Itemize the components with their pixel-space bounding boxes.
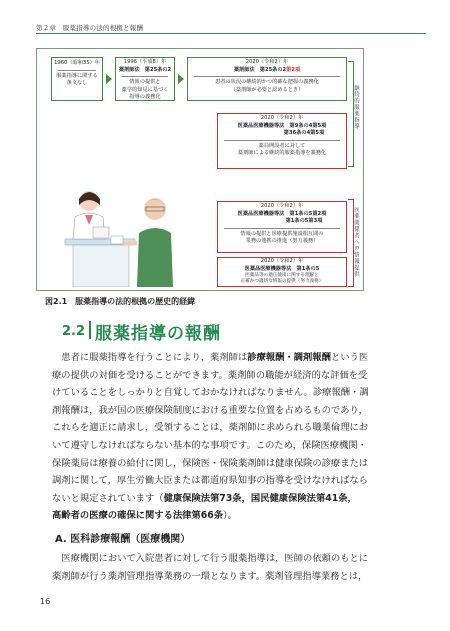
figure-caption: 図2.1 服薬指導の法的根拠の歴史的経緯 bbox=[45, 297, 196, 306]
para2-line1: 医療機関において入院患者に対して行う服薬指導は，医師の依頼のもとに bbox=[52, 553, 369, 564]
arrow-1 bbox=[106, 74, 112, 84]
box-2020-c bbox=[217, 201, 347, 253]
header-rule bbox=[36, 33, 426, 34]
para1-line3: けていることをしっかりと自覚しておかなければなりません。診療報酬・調 bbox=[52, 387, 369, 399]
para1-line6: いて遵守しなければならない基本的な事項です。このため，保険医療機関・ bbox=[52, 439, 367, 451]
para2-line2: 薬剤師が行う薬剤管理指導業務の一環となります。薬剤管理指導業務とは， bbox=[52, 570, 368, 582]
para1-line9-bold: 健康保険法第73条，国民健康保険法第41条， bbox=[163, 492, 357, 504]
box-1960-year: 1960（昭和35）年 bbox=[54, 60, 100, 66]
box-2020c-law2: 第1条の5第3項 bbox=[285, 218, 323, 225]
label-info-provision: 医薬関係者への情報提供 bbox=[353, 207, 359, 278]
box-2020a-desc: 患者の状況の継続的かつ的確な把握の義務化 （薬剤師が必要と認めるとき） bbox=[215, 79, 319, 93]
box-2020-d bbox=[217, 257, 347, 287]
box-2020-b bbox=[217, 113, 347, 169]
label-continuous-guidance: 継続的服薬指導 bbox=[353, 85, 359, 130]
para1-line10-bold: 高齢者の医療の確保に関する法律第66条 bbox=[52, 510, 223, 522]
figure-2-1 bbox=[36, 48, 364, 291]
box-2020c-year: 2020（令和2）年 bbox=[260, 203, 304, 209]
box-2020b-desc: 薬局開設者に対して 薬剤師による継続的服薬指導を義務化 bbox=[237, 142, 327, 157]
para1-line4: 剤報酬は，我が国の医療保険制度における重要な位置を占めるものであり， bbox=[52, 404, 369, 416]
section-number: 2.2 bbox=[62, 324, 86, 339]
subsection-heading: A. 医科診療報酬（医療機関） bbox=[55, 534, 191, 545]
para1-line7: 保険薬局は療養の給付に関し，保険医・保険薬剤師は健康保険の診療または bbox=[52, 457, 369, 469]
box-2020b-law1: 医薬品医療機器等法 第9条の4第5項 bbox=[237, 122, 327, 129]
box-1996-desc: 情報の提供と 薬学的知見に基づく 指導の義務化 bbox=[121, 79, 169, 101]
box-2020a-law: 薬剤師法 第25条の2 bbox=[233, 66, 287, 73]
arrow-2 bbox=[178, 74, 184, 84]
box-2020d-law: 医薬品医療機器等法 第1条の5 bbox=[244, 265, 320, 272]
box-2020b-year: 2020（令和2）年 bbox=[260, 115, 304, 121]
box-1996-year: 1996（平成8）年 bbox=[123, 59, 167, 65]
box-2020-a bbox=[187, 57, 347, 101]
page-number: 16 bbox=[40, 597, 51, 606]
para1-line1-bold: 診療報酬・調剤報酬 bbox=[247, 352, 331, 363]
box-2020c-law1: 医薬品医療機器等法 第1条の5第2項 bbox=[237, 210, 327, 217]
box-1960-desc: 服薬指導に関する 条文なし bbox=[56, 72, 98, 87]
box-1996-law: 薬剤師法 第25条の2 bbox=[118, 66, 172, 73]
section-bar bbox=[89, 321, 91, 339]
pharmacist-patient-illustration bbox=[45, 179, 190, 287]
para1-line10b: ）。 bbox=[223, 510, 237, 522]
running-header: 第２章 服薬指導の法的根拠と報酬 bbox=[36, 24, 144, 32]
box-2020d-year: 2020（令和2）年 bbox=[260, 258, 304, 264]
box-2020a-law-highlight: 第2項 bbox=[286, 66, 301, 73]
box-1996 bbox=[115, 57, 175, 101]
para1-line5: これらを適正に請求し，受領することは，薬剤師に求められる職業倫理にお bbox=[52, 422, 369, 434]
box-2020c-desc: 情報の提供と医療提供施設相互間の 業務の連携の推進（努力義務） bbox=[240, 230, 324, 245]
box-1960 bbox=[51, 57, 103, 101]
body-paragraph-1 bbox=[52, 349, 422, 525]
box-2020b-law2: 第36条の4第5項 bbox=[283, 130, 325, 137]
para1-line8: 調剤に関して，厚生労働大臣または都道府県知事の指導を受けなければなら bbox=[52, 475, 368, 487]
para1-line1a: 患者に服薬指導を行うことにより，薬剤師は bbox=[52, 352, 248, 363]
para1-line2: 療の提供の対価を受けることができます。薬剤師の職能が経済的な評価を受 bbox=[52, 369, 368, 381]
box-2020d-desc: 医薬品等の適正使用に関する理解と 正確かつ適切な情報の提供（努力義務） bbox=[240, 273, 324, 284]
para1-line1c: という医 bbox=[330, 352, 369, 363]
body-paragraph-2 bbox=[52, 550, 422, 585]
section-title: 服薬指導の報酬 bbox=[95, 324, 221, 344]
para1-line9a: ないと規定されています（ bbox=[52, 492, 164, 504]
box-2020a-year: 2020（令和2）年 bbox=[245, 59, 289, 65]
